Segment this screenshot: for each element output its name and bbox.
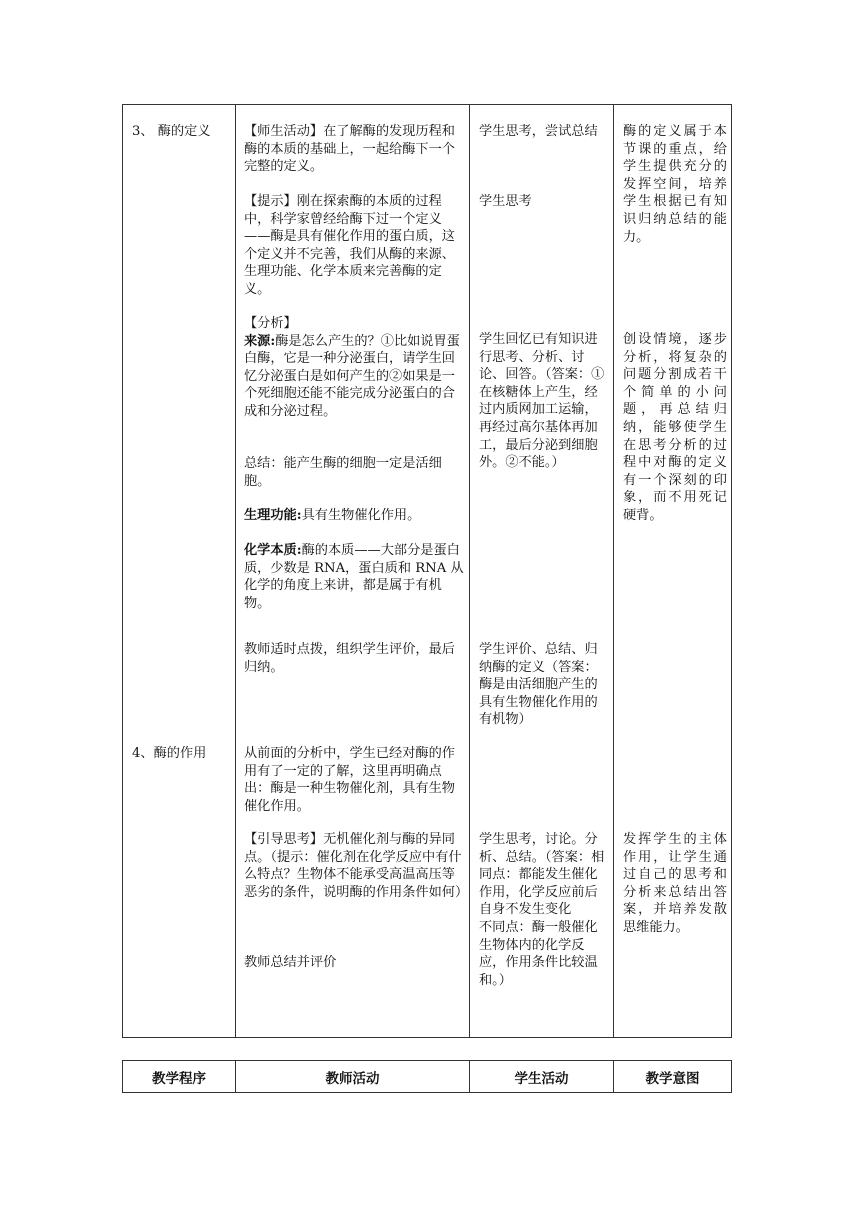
intent-i2: 创设情境，逐步分析，将复杂的问题分割成若干个简单的小问题，再总结归纳，能够使学生在思考分析的过程中对酶的定义有一个深刻的印象，而不用死记硬背。 <box>623 332 727 523</box>
teacher-p1: 【师生活动】在了解酶的发现历程和酶的本质的基础上，一起给酶下一个完整的定义。 <box>244 124 455 175</box>
student-s5-part2: 不同点：酶一般催化生物体内的化学反应，作用条件比较温和。） <box>479 919 598 988</box>
teacher-p8: 从前面的分析中，学生已经对酶的作用有了一定的了解，这里再明确点出：酶是一种生物催化剂，具有生物催化作用。 <box>244 746 455 814</box>
header-teacher-activity: 教师活动 <box>236 1061 470 1093</box>
intent-i1: 酶的定义属于本节课的重点，给学生提供充分的发挥空间，培养学生根据已有知识归纳总结的能力。 <box>623 124 727 245</box>
function-label: 生理功能: <box>244 508 302 523</box>
teacher-summary: 总结：能产生酶的细胞一定是活细胞。 <box>244 456 442 489</box>
teacher-p10: 教师总结并评价 <box>244 955 337 970</box>
intent-i3: 发挥学生的主体作用，让学生通过自己的思考和分析来总结出答案，并培养发散思维能力。 <box>623 832 727 935</box>
teacher-p2: 【提示】刚在探索酶的本质的过程中，科学家曾经给酶下过一个定义——酶是具有催化作用的蛋白质，这个定义并不完善，我们从酶的来源、生理功能、化学本质来完善酶的定义。 <box>244 194 455 297</box>
header-procedure: 教学程序 <box>123 1061 236 1093</box>
function-text: 具有生物催化作用。 <box>301 508 421 523</box>
section-3-label: 3、 酶的定义 <box>132 124 211 139</box>
header-table <box>122 1060 732 1093</box>
source-label: 来源: <box>244 333 276 349</box>
teacher-nature <box>244 542 468 612</box>
source-text: 酶是怎么产生的？①比如说胃蛋白酶，它是一种分泌蛋白，请学生回忆分泌蛋白是如何产生的②如果是一个死细胞还能不能完成分泌蛋白的合成和分泌过程。 <box>244 333 460 419</box>
lesson-table <box>122 104 732 1038</box>
teacher-analysis <box>244 315 468 421</box>
student-s4: 学生评价、总结、归纳酶的定义（答案：酶是由活细胞产生的具有生物催化作用的有机物） <box>479 642 598 728</box>
teacher-p9: 【引导思考】无机催化剂与酶的异同点。（提示：催化剂在化学反应中有什么特点？生物体不能承受高温高压等恶劣的条件，说明酶的作用条件如何） <box>244 832 469 900</box>
teacher-function <box>244 507 468 525</box>
header-intent: 教学意图 <box>614 1061 732 1093</box>
section-4-label: 4、酶的作用 <box>132 746 207 761</box>
procedure-cell <box>123 105 236 1038</box>
nature-label: 化学本质: <box>244 543 302 558</box>
teacher-p7: 教师适时点拨，组织学生评价，最后归纳。 <box>244 642 455 675</box>
student-s1: 学生思考，尝试总结 <box>479 124 598 139</box>
student-s5 <box>479 831 609 989</box>
student-activity-cell <box>470 105 614 1038</box>
header-student-activity: 学生活动 <box>470 1061 614 1093</box>
nature-text: 酶的本质——大部分是蛋白质，少数是 RNA，蛋白质和 RNA 从化学的角度上来讲，都是属于有机物。 <box>244 543 464 611</box>
student-s3: 学生回忆已有知识进行思考、分析、讨论、回答。（答案：①在核糖体上产生，经过内质网加工运输，再经过高尔基体再加工，最后分泌到细胞外。②不能。） <box>479 332 605 471</box>
teacher-activity-cell <box>236 105 470 1038</box>
analysis-heading: 【分析】 <box>244 316 297 331</box>
student-s5-part1: 学生思考，讨论。分析、总结。（答案：相同点：都能发生催化作用，化学反应前后自身不发生变化 <box>479 832 605 918</box>
student-s2: 学生思考 <box>479 194 532 209</box>
intent-cell <box>614 105 732 1038</box>
